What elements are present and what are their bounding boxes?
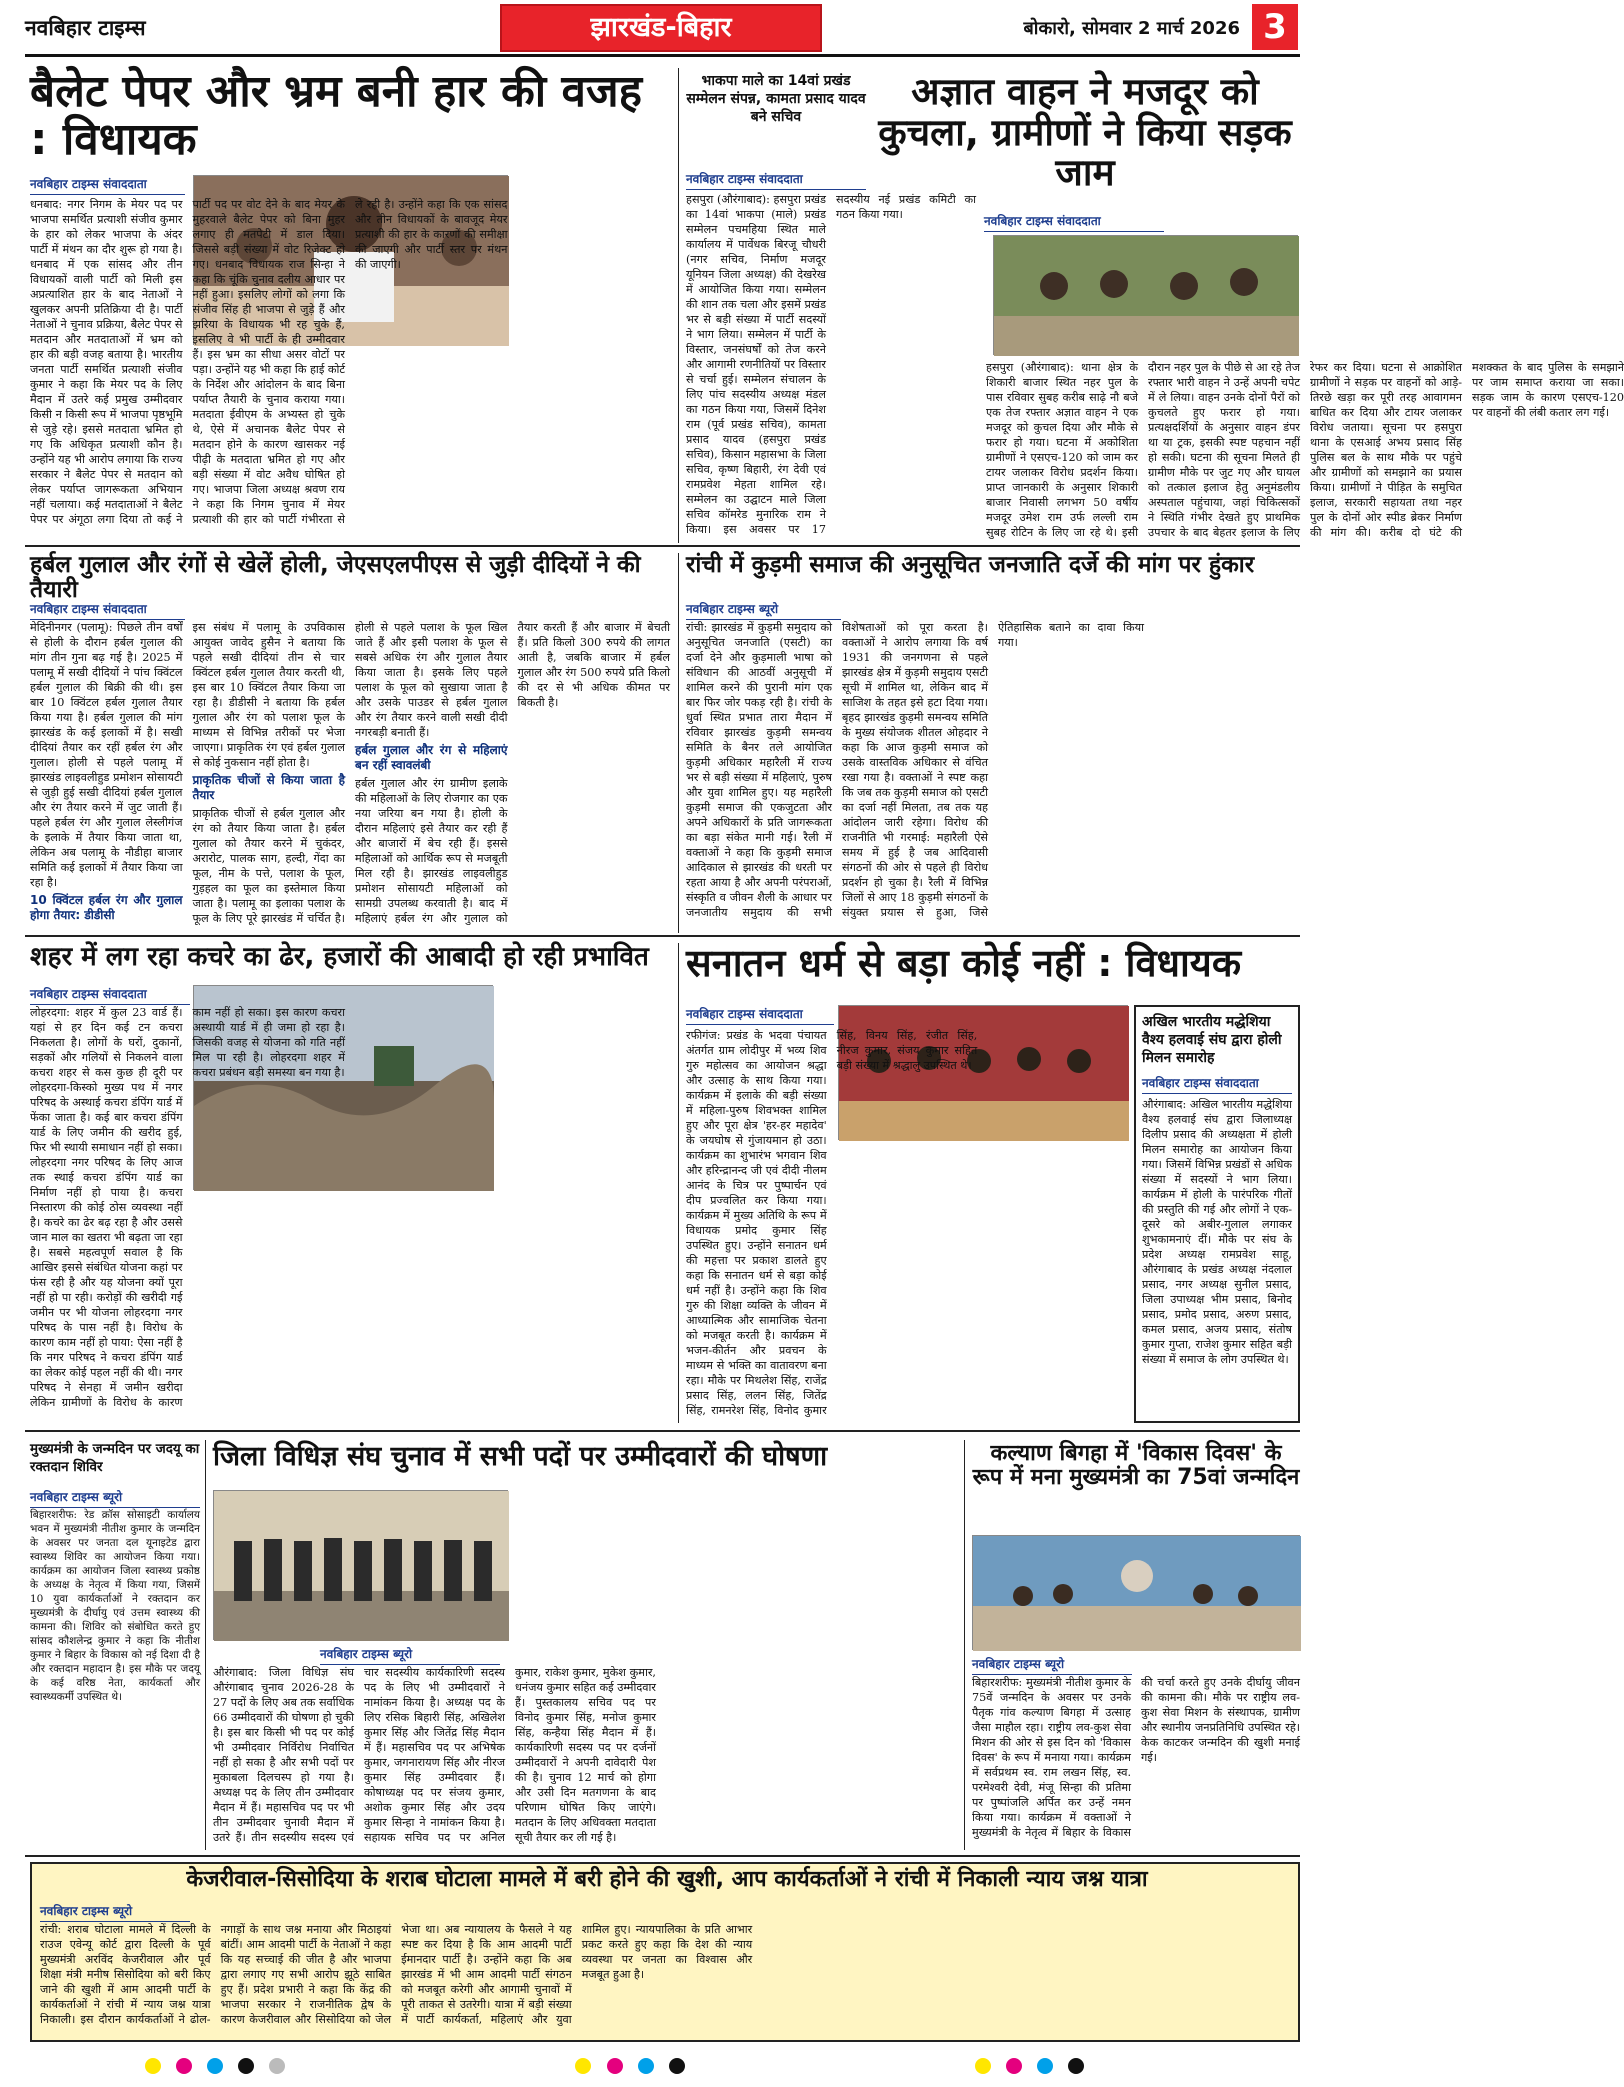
a3-body-spill xyxy=(873,230,979,540)
a12-headline: केजरीवाल-सिसोदिया के शराब घोटाला मामले में बरी होने की खुशी, आप कार्यकर्ताओं ने रांची में निकाली न्याय जश्न यात्रा xyxy=(186,1867,1148,1892)
a2-byline xyxy=(686,170,866,193)
a4-headline: हर्बल गुलाल और रंगों से खेलें होली, जेएसएलपीएस से जुड़ी दीदियों ने की तैयारी xyxy=(30,552,641,604)
section-title: झारखंड-बिहार xyxy=(500,4,822,52)
divider xyxy=(25,935,1300,937)
registration-dot xyxy=(145,2058,161,2074)
registration-marks xyxy=(140,2058,1240,2078)
a5-body: रांची: झारखंड में कुड़मी समुदाय को अनुसूचित जनजाति (एसटी) का दर्जा देने और कुड़माली भाषा को संविधान की आठवीं अनुसूची में शामिल करने की पुरानी मांग एक बार फिर जोर पकड़ रही है। रांची के धुर्वा स्थित प्रभात तारा मैदान में रविवार झारखंड कुड़मी समन्वय समिति के बैनर तले आयोजित कुड़मी अधिकार महारैली में राज्य भर से बड़ी संख्या में महिलाएं, पुरुष और युवा शामिल हुए। यह महारैली कुड़मी समाज की एकजुटता और अपने अधिकारों के प्रति जागरूकता का बड़ा संकेत मानी गई। रैली में वक्ताओं ने कहा कि कुड़मी समाज आदिकाल से झारखंड की धरती पर रहता आया है और अपनी परंपराओं, संस्कृति व जीवन शैली के आधार पर जनजातीय समुदाय की सभी विशेषताओं को पूरा करता है। वक्ताओं ने आरोप लगाया कि वर्ष 1931 की जनगणना से पहले झारखंड क्षेत्र में कुड़मी समुदाय एसटी सूची में शामिल था, लेकिन बाद में साजिश के तहत इसे हटा दिया गया। बृहद झारखंड कुड़मी समन्वय समिति के मुख्य संयोजक शीतल ओहदार ने कहा कि आज कुड़मी समाज को उसके वास्तविक अधिकार से वंचित रखा गया है। वक्ताओं ने स्पष्ट कहा कि जब तक कुड़मी समाज को एसटी का दर्जा नहीं मिलता, तब तक यह आंदोलन जारी रहेगा। विरोध की राजनीति भी गरमाई: महारैली ऐसे समय में हुई है जब आदिवासी संगठनों की ओर से पहले ही विरोध प्रदर्शन हो चुका है। रैली में विभिन्न जिलों से आए 18 कुड़मी संगठनों के संयुक्त प्रयास से हुआ, जिसे ऐतिहासिक बताने का दावा किया गया। xyxy=(686,621,1144,919)
registration-dot xyxy=(207,2058,223,2074)
registration-dot xyxy=(1006,2058,1022,2074)
masthead-name: नवबिहार टाइम्स xyxy=(25,16,146,40)
page-number: 3 xyxy=(1252,4,1298,50)
a4-body-2: इस संबंध में पलामू के उपविकास आयुक्त जावेद हुसैन ने बताया कि पहले सखी दीदियां तीन से चार क्विंटल हर्बल गुलाल तैयार करती थी, इस बार 10 क्विंटल तैयार किया जा रहा है। डीडीसी ने बताया कि हर्बल गुलाल और रंग को पलाश फूल के माध्यम से विभिन्न तरीकों पर भेजा जाएगा। प्राकृतिक रंग एवं हर्बल गुलाल से कोई नुकसान नहीं होता है। xyxy=(192,621,345,769)
a5-headline: रांची में कुड़मी समाज की अनुसूचित जनजाति दर्जे की मांग पर हुंकार xyxy=(686,552,1255,578)
divider xyxy=(678,943,679,1423)
a10-byline-text: नवबिहार टाइम्स ब्यूरो xyxy=(320,1645,500,1665)
a4-byline-text: नवबिहार टाइम्स संवाददाता xyxy=(30,600,185,620)
a2-byline-text: नवबिहार टाइम्स संवाददाता xyxy=(686,170,866,190)
a1-headline: बैलेट पेपर और भ्रम बनी हार की वजह : विधायक xyxy=(30,66,642,166)
a8-headline: अखिल भारतीय मद्धेशिया वैश्य हलवाई संघ द्वारा होली मिलन समारोह xyxy=(1142,1014,1282,1067)
a11-photo-image xyxy=(973,1536,1301,1651)
a11-photo xyxy=(972,1535,1300,1650)
a10-photo xyxy=(213,1490,508,1640)
registration-dot xyxy=(176,2058,192,2074)
registration-dot xyxy=(238,2058,254,2074)
a5-byline-text: नवबिहार टाइम्स ब्यूरो xyxy=(686,600,841,620)
divider xyxy=(678,68,679,543)
a12-body: रांची: शराब घोटाला मामले में दिल्ली के राउज एवेन्यू कोर्ट द्वारा दिल्ली के पूर्व मुख्यमंत्री अरविंद केजरीवाल और पूर्व शिक्षा मंत्री मनीष सिसोदिया को बरी किए जाने की खुशी में आम आदमी पार्टी के कार्यकर्ताओं ने रांची में न्याय जश्न यात्रा निकाली। इस दौरान कार्यकर्ताओं ने ढोल-नगाड़ों के साथ जश्न मनाया और मिठाइयां बांटीं। आम आदमी पार्टी के नेताओं ने कहा कि यह सच्चाई की जीत है और भाजपा द्वारा लगाए गए सभी आरोप झूठे साबित हुए हैं। प्रदेश प्रभारी ने कहा कि केंद्र की भाजपा सरकार ने राजनीतिक द्वेष के कारण केजरीवाल और सिसोदिया को जेल भेजा था। अब न्यायालय के फैसले ने यह स्पष्ट कर दिया है कि आम आदमी पार्टी ईमानदार पार्टी है। उन्होंने कहा कि अब झारखंड में भी आम आदमी पार्टी संगठन को मजबूत करेगी और आगामी चुनावों में पूरी ताकत से उतरेगी। यात्रा में बड़ी संख्या में पार्टी कार्यकर्ता, महिलाएं और युवा शामिल हुए। न्यायपालिका के प्रति आभार प्रकट करते हुए कहा कि देश की न्याय व्यवस्था पर जनता का विश्वास और मजबूत हुआ है। xyxy=(40,1923,753,2026)
a11-byline-text: नवबिहार टाइम्स ब्यूरो xyxy=(972,1655,1132,1675)
registration-dot xyxy=(1068,2058,1084,2074)
divider xyxy=(25,1430,1300,1432)
registration-dot xyxy=(669,2058,685,2074)
a4-body-3: प्राकृतिक चीजों से हर्बल गुलाल और रंग को तैयार किया जाता है। हर्बल गुलाल को तैयार करने में चुकंदर, अरारोट, पालक साग, हल्दी, गेंदा का फूल, नीम के पत्ते, पलाश के फूल, गुड़हल का फूल का इस्तेमाल किया जाता है। पलामू का इलाका पलाश के फूल के लिए पूरे झारखंड में चर्चित है। होली से पहले पलाश के फूल खिल जाते हैं और इसी पलाश के फूल से सबसे अधिक रंग और गुलाल तैयार किया जाता है। इसके लिए पहले पलाश के फूल को सुखाया जाता है और उसके पाउडर से हर्बल गुलाल और रंग तैयार करने वाली सखी दीदी नगरबड़ी बनाती हैं। xyxy=(192,621,508,925)
registration-dot xyxy=(975,2058,991,2074)
a2-body: हसपुरा (औरंगाबाद): हसपुरा प्रखंड का 14वां भाकपा (माले) प्रखंड सम्मेलन पचमहिया स्थित माले कार्यालय में पार्वेधक बिरजू चौधरी (नगर सचिव, निर्माण मजदूर यूनियन जिला अध्यक्ष) की देखरेख में आयोजित किया गया। सम्मेलन की शान तक चला और इसमें प्रखंड भर से बड़ी संख्या में पार्टी सदस्यों ने भाग लिया। सम्मेलन में पार्टी के विस्तार, जनसंघर्षों को तेज करने और आगामी रणनीतियों पर विस्तार से चर्चा हुई। सम्मेलन संचालन के लिए पांच सदस्यीय अध्यक्ष मंडल का गठन किया गया, जिसमें दिनेश राम (पूर्व प्रखंड सचिव), कामता प्रसाद यादव (हसपुरा प्रखंड सचिव), किसान महासभा के जिला सचिव, कृष्ण बिहारी, रंग देवी एवं रामप्रवेश मेहता शामिल रहे। सम्मेलन का उद्घाटन माले जिला सचिव कॉमरेड मुनारिक राम ने किया। इस अवसर पर 17 सदस्यीय नई प्रखंड कमिटी का गठन किया गया। xyxy=(686,193,976,536)
a4-crosshead-2: प्राकृतिक चीजों से किया जाता है तैयार xyxy=(192,773,345,802)
a1-byline-text: नवबिहार टाइम्स संवाददाता xyxy=(30,175,185,195)
a9-body: बिहारशरीफ: रेड क्रॉस सोसाइटी कार्यालय भवन में मुख्यमंत्री नीतीश कुमार के जन्मदिन के अवसर पर जनता दल यूनाइटेड द्वारा स्वास्थ्य शिविर का आयोजन किया गया। कार्यक्रम का आयोजन जिला स्वास्थ्य प्रकोष्ठ के अध्यक्ष के नेतृत्व में किया गया, जिसमें 10 युवा कार्यकर्ताओं ने रक्तदान कर मुख्यमंत्री के दीर्घायु एवं उत्तम स्वास्थ्य की कामना की। शिविर को संबोधित करते हुए सांसद कौशलेन्द्र कुमार ने कहा कि नीतीश कुमार ने बिहार के विकास को नई दिशा दी है और रक्तदान महादान है। इस मौके पर जदयू के कई वरिष्ठ नेता, कार्यकर्ता और स्वास्थ्यकर्मी उपस्थित थे। xyxy=(30,1509,200,1703)
a7-headline: सनातन धर्म से बड़ा कोई नहीं : विधायक xyxy=(686,941,1242,985)
a11-headline: कल्याण बिगहा में 'विकास दिवस' के रूप में मना मुख्यमंत्री का 75वां जन्मदिन xyxy=(972,1441,1300,1491)
divider xyxy=(678,553,679,933)
a12-box xyxy=(30,1862,1300,2042)
a11-body: बिहारशरीफ: मुख्यमंत्री नीतीश कुमार के 75वें जन्मदिन के अवसर पर उनके पैतृक गांव कल्याण बिगहा में उत्साह जैसा माहौल रहा। राष्ट्रीय लव-कुश सेवा मिशन की ओर से इस दिन को 'विकास दिवस' के रूप में मनाया गया। कार्यक्रम में सर्वप्रथम स्व. राम लखन सिंह, स्व. परमेश्वरी देवी, मंजू सिन्हा की प्रतिमा पर पुष्पांजलि अर्पित कर उन्हें नमन किया गया। कार्यक्रम में वक्ताओं ने मुख्यमंत्री के नेतृत्व में बिहार के विकास की चर्चा करते हुए उनके दीर्घायु जीवन की कामना की। मौके पर राष्ट्रीय लव-कुश सेवा मिशन के संस्थापक, ग्रामीण और स्थानीय जनप्रतिनिधि उपस्थित रहे। केक काटकर जन्मदिन की खुशी मनाई गई। xyxy=(972,1676,1300,1839)
a4-body-4: हर्बल गुलाल और रंग ग्रामीण इलाके की महिलाओं के लिए रोजगार का एक नया जरिया बन गया है। होली के दौरान महिलाएं इसे तैयार कर रही हैं और बाजारों में बेच रही हैं। इससे महिलाओं को आर्थिक रूप से मजबूती मिल रही है। झारखंड लाइवलीहुड प्रमोशन सोसायटी महिलाओं को सामग्री उपलब्ध करवाती है। बाद में महिलाएं हर्बल रंग और गुलाल को तैयार करती हैं और बाजार में बेचती हैं। प्रति किलो 300 रुपये की लागत आती है, जबकि बाजार में हर्बल गुलाल और रंग 500 रुपये प्रति किलो की दर से भी अधिक कीमत पर बिकती है। xyxy=(355,621,670,925)
a7-byline xyxy=(686,1005,834,1028)
a12-byline: नवबिहार टाइम्स ब्यूरो xyxy=(40,1902,190,1922)
a6-byline-text: नवबिहार टाइम्स संवाददाता xyxy=(30,985,190,1005)
a9-byline-text: नवबिहार टाइम्स ब्यूरो xyxy=(30,1488,200,1508)
a1-block xyxy=(30,175,670,525)
divider xyxy=(205,1440,206,1850)
a2-headline: भाकपा माले का 14वां प्रखंड सम्मेलन संपन्न, कामता प्रसाद यादव बने सचिव xyxy=(686,73,866,126)
a4-crosshead-1: 10 क्विंटल हर्बल रंग और गुलाल होगा तैयार: डीडीसी xyxy=(30,893,183,922)
a10-headline: जिला विधिज्ञ संघ चुनाव में सभी पदों पर उम्मीदवारों की घोषणा xyxy=(213,1441,828,1472)
a4-columns xyxy=(30,620,670,930)
a1-body: धनबाद: नगर निगम के मेयर पद पर भाजपा समर्थित प्रत्याशी संजीव कुमार के हार को लेकर भाजपा के अंदर पार्टी में मंथन का दौर शुरू हो गया है। धनबाद में एक सांसद और तीन विधायकों वाली पार्टी को मिली इस अप्रत्याशित हार के बाद नेताओं ने खुलकर अपनी प्रतिक्रिया दी है। पार्टी नेताओं ने चुनाव प्रक्रिया, बैलेट पेपर से मतदान और मतदाताओं में भ्रम को हार की बड़ी वजह बताया है। भारतीय जनता पार्टी समर्थित प्रत्याशी संजीव कुमार ने कहा कि मेयर पद के लिए मैदान में उतरे कई प्रमुख उम्मीदवार किसी न किसी रूप में भाजपा पृष्ठभूमि से जुड़े रहे। इससे मतदाता भ्रमित हो गए कि अधिकृत प्रत्याशी कौन है। उन्होंने यह भी आरोप लगाया कि राज्य सरकार ने बैलेट पेपर से मतदान को लेकर पर्याप्त जागरूकता अभियान नहीं चलाया। कई मतदाताओं ने बैलेट पेपर पर अंगूठा लगा दिया तो कई ने पार्टी पद पर वोट देने के बाद मेयर के मुहरवाले बैलेट पेपर को बिना मुहर लगाए ही मतपेटी में डाल दिया। जिससे बड़ी संख्या में वोट रिजेक्ट हो गए। धनबाद विधायक राज सिन्हा ने कहा कि चूंकि चुनाव दलीय आधार पर नहीं हुआ। इसलिए लोगों को लगा कि संजीव सिंह ही भाजपा से जुड़े हैं और झरिया के विधायक भी रह चुके हैं, इसलिए वे भी पार्टी के ही उम्मीदवार हैं। इस भ्रम का सीधा असर वोटों पर पड़ा। उन्होंने यह भी कहा कि हाई कोर्ट के निर्देश और आंदोलन के बाद बिना पर्याप्त तैयारी के चुनाव कराया गया। मतदाता ईवीएम के अभ्यस्त हो चुके थे, ऐसे में अचानक बैलेट पेपर से मतदान होने के कारण खासकर नई पीढ़ी के मतदाता भ्रमित हो गए और बड़ी संख्या में वोट अवैध घोषित हो गए। भाजपा जिला अध्यक्ष श्रवण राय ने कहा कि निगम चुनाव में मेयर प्रत्याशी की हार को पार्टी गंभीरता से ले रही है। उन्होंने कहा कि एक सांसद और तीन विधायकों के बावजूद मेयर प्रत्याशी की हार के कारणों की समीक्षा की जाएगी और पार्टी स्तर पर मंथन की जाएगी। xyxy=(30,198,508,526)
a3-photo xyxy=(993,235,1298,355)
a6-headline: शहर में लग रहा कचरे का ढेर, हजारों की आबादी हो रही प्रभावित xyxy=(30,942,649,972)
a3-headline: अज्ञात वाहन ने मजदूर को कुचला, ग्रामीणों ने किया सड़क जाम xyxy=(878,70,1292,195)
a3-body: हसपुरा (औरंगाबाद): थाना क्षेत्र के शिकारी बाजार स्थित नहर पुल के पास रविवार सुबह करीब साढ़े नौ बजे एक तेज रफ्तार अज्ञात वाहन ने एक मजदूर को कुचल दिया और मौके से फरार हो गया। घटना में अकोशिता ग्रामीणों ने एसएच-120 को जाम कर टायर जलाकर विरोध प्रदर्शन किया। प्राप्त जानकारी के अनुसार शिकारी बाजार निवासी लगभग 50 वर्षीय मजदूर उमेश राम उर्फ लल्ली राम सुबह रोटिन के लिए जा रहे थे। इसी दौरान नहर पुल के पीछे से आ रहे तेज रफ्तार भारी वाहन ने उन्हें अपनी चपेट में ले लिया। वाहन उनके दोनों पैरों को कुचलते हुए फरार हो गया। प्रत्यक्षदर्शियों के अनुसार वाहन डंपर था या ट्रक, इसकी स्पष्ट पहचान नहीं हो सकी। घटना की सूचना मिलते ही ग्रामीण मौके पर जुट गए और घायल को तत्काल इलाज हेतु अनुमंडलीय अस्पताल पहुंचाया, जहां चिकित्सकों ने स्थिति गंभीर देखते हुए प्राथमिक उपचार के बाद बेहतर इलाज के लिए रेफर कर दिया। घटना से आक्रोशित ग्रामीणों ने सड़क पर वाहनों को आड़े-तिरछे खड़ा कर पूरी तरह आवागमन बाधित कर दिया और टायर जलाकर विरोध जताया। सूचना पर हसपुरा थाना के एसआई अभय प्रसाद सिंह पुलिस बल के साथ मौके पर पहुंचे और ग्रामीणों को समझाने का प्रयास किया। ग्रामीणों ने पीड़ित के समुचित इलाज, सरकारी सहायता तथा नहर पुल के दोनों ओर स्पीड ब्रेकर निर्माण की मांग की। करीब दो घंटे की मशक्कत के बाद पुलिस के समझाने पर जाम समाप्त कराया जा सका। सड़क जाम के कारण एसएच-120 पर वाहनों की लंबी कतार लग गई। xyxy=(986,361,1624,539)
divider xyxy=(964,1440,965,1850)
registration-dot xyxy=(607,2058,623,2074)
registration-dot xyxy=(269,2058,285,2074)
a3-photo-image xyxy=(994,236,1299,356)
divider xyxy=(25,1855,1300,1857)
a6-body: लोहरदगा: शहर में कुल 23 वार्ड हैं। यहां से हर दिन कई टन कचरा निकलता है। लोगों के घरों, दुकानों, सड़कों और गलियों से निकलने वाला कचरा शहर से कस कुछ ही दूरी पर लोहरदगा-किस्को मुख्य पथ में नगर परिषद के अस्थाई कचरा डंपिंग यार्ड में फेंका जाता है। कई बार कचरा डंपिंग यार्ड के लिए जमीन की खरीद हुई, फिर भी स्थायी समाधान नहीं हो सका। लोहरदगा नगर परिषद के लिए आज तक स्थाई कचरा डंपिंग यार्ड का निर्माण नहीं हो पाया है। कचरा निस्तारण की कोई ठोस व्यवस्था नहीं है। कचरे का ढेर बढ़ रहा है और उससे जान माल का खतरा भी बढ़ता जा रहा है। सबसे महत्वपूर्ण सवाल है कि आखिर इससे संबंधित योजना कहां पर फंस रही है और यह योजना क्यों पूरा नहीं हो पा रही। करोड़ों की खरीदी गई जमीन पर भी योजना लोहरदगा नगर परिषद के पास नहीं है। विरोध के कारण काम नहीं हो पाया: ऐसा नहीं है कि नगर परिषद ने कचरा डंपिंग यार्ड का लेकर कोई पहल नहीं की थी। नगर परिषद ने सेनहा में जमीन खरीदा लेकिन ग्रामीणों के विरोध के कारण काम नहीं हो सका। इस कारण कचरा अस्थायी यार्ड में ही जमा हो रहा है। जिसकी वजह से योजना को गति नहीं मिल पा रही है। लोहरदगा शहर में कचरा प्रबंधन बड़ी समस्या बन गया है। xyxy=(30,1006,345,1409)
dateline: बोकारो, सोमवार 2 मार्च 2026 xyxy=(1023,18,1240,39)
a4-crosshead-3: हर्बल गुलाल और रंग से महिलाएं बन रहीं स्वावलंबी xyxy=(355,743,508,772)
a1-byline xyxy=(30,175,185,195)
a10-photo-image xyxy=(214,1491,509,1641)
a9-headline: मुख्यमंत्री के जन्मदिन पर जदयू का रक्तदान शिविर xyxy=(30,1441,200,1476)
a10-body: औरंगाबाद: जिला विधिज्ञ संघ औरंगाबाद चुनाव 2026-28 के 27 पदों के लिए अब तक सर्वाधिक 66 उम्मीदवारों की घोषणा हो चुकी है। इस बार किसी भी पद पर कोई भी उम्मीदवार निर्विरोध निर्वाचित नहीं हो सका है और सभी पदों पर मुकाबला दिलचस्प हो गया है। अध्यक्ष पद के लिए तीन उम्मीदवार मैदान में हैं। महासचिव पद पर भी तीन उम्मीदवार चुनावी मैदान में उतरे हैं। तीन सदस्यीय सदस्य एवं चार सदस्यीय कार्यकारिणी सदस्य पद के लिए भी उम्मीदवारों ने नामांकन किया है। अध्यक्ष पद के लिए रसिक बिहारी सिंह, अखिलेश कुमार सिंह और जितेंद्र सिंह मैदान में हैं। महासचिव पद पर अभिषेक कुमार, जगनारायण सिंह और नीरज कुमार सिंह उम्मीदवार हैं। कोषाध्यक्ष पद पर संजय कुमार, अशोक कुमार सिंह और उदय कुमार सिन्हा ने नामांकन किया है। सहायक सचिव पद पर अनिल कुमार, राकेश कुमार, मुकेश कुमार, धनंजय कुमार सहित कई उम्मीदवार हैं। पुस्तकालय सचिव पद पर विनोद कुमार सिंह, मनोज कुमार सिंह, कन्हैया सिंह मैदान में हैं। कार्यकारिणी सदस्य पद पर दर्जनों उम्मीदवारों ने अपनी दावेदारी पेश की है। चुनाव 12 मार्च को होगा और उसी दिन मतगणना के बाद परिणाम घोषित किए जाएंगे। मतदान के लिए अधिवक्ता मतदाता सूची तैयार कर ली गई है। xyxy=(213,1666,656,1844)
a8-box xyxy=(1134,1005,1300,1423)
divider xyxy=(25,545,1300,547)
registration-dot xyxy=(638,2058,654,2074)
a7-body: रफीगंज: प्रखंड के भदवा पंचायत अंतर्गत ग्राम लोदीपुर में भव्य शिव गुरु महोत्सव का आयोजन श्रद्धा और उत्साह के साथ किया गया। कार्यक्रम में इलाके की बड़ी संख्या में महिला-पुरुष शिवभक्त शामिल हुए और पूरा क्षेत्र 'हर-हर महादेव' के जयघोष से गुंजायमान हो उठा। कार्यक्रम का शुभारंभ भगवान शिव और हरिन्द्रानन्द जी एवं दीदी नीलम आनंद के चित्र पर पुष्पार्चन एवं दीप प्रज्वलित कर किया गया। कार्यक्रम में मुख्य अतिथि के रूप में विधायक प्रमोद कुमार सिंह उपस्थित हुए। उन्होंने सनातन धर्म की महत्ता पर प्रकाश डालते हुए कहा कि सनातन धर्म से बड़ा कोई धर्म नहीं है। उन्होंने कहा कि शिव गुरु की शिक्षा व्यक्ति के जीवन में आध्यात्मिक और सामाजिक चेतना को मजबूत करती है। कार्यक्रम में भजन-कीर्तन और प्रवचन के माध्यम से भक्ति का वातावरण बना रहा। मौके पर मिथलेश सिंह, राजेंद्र प्रसाद सिंह, ललन सिंह, जितेंद्र सिंह, रामनरेश सिंह, विनोद कुमार सिंह, विनय सिंह, रंजीत सिंह, नीरज कुमार, संजय कुमार सहित बड़ी संख्या में श्रद्धालु उपस्थित थे। xyxy=(686,1029,978,1417)
a7-byline-text: नवबिहार टाइम्स संवाददाता xyxy=(686,1005,834,1025)
registration-dot xyxy=(575,2058,591,2074)
masthead-rule xyxy=(25,54,1300,57)
a3-byline-text: नवबिहार टाइम्स संवाददाता xyxy=(984,212,1164,232)
a3-byline xyxy=(984,212,1164,235)
a8-body: औरंगाबाद: अखिल भारतीय मद्धेशिया वैश्य हलवाई संघ द्वारा जिलाध्यक्ष दिलीप प्रसाद की अध्यक्षता में होली मिलन समारोह का आयोजन किया गया। जिसमें विभिन्न प्रखंडों से अधिक संख्या में सदस्यों ने भाग लिया। कार्यक्रम में होली के पारंपरिक गीतों की प्रस्तुति की गई और लोगों ने एक-दूसरे को अबीर-गुलाल लगाकर शुभकामनाएं दीं। मौके पर संघ के प्रदेश अध्यक्ष रामप्रवेश साहू, औरंगाबाद के प्रखंड अध्यक्ष नंदलाल प्रसाद, नगर अध्यक्ष सुनील प्रसाद, जिला उपाध्यक्ष भीम प्रसाद, बिनोद प्रसाद, प्रमोद प्रसाद, अरुण प्रसाद, कमल प्रसाद, अजय प्रसाद, संतोष कुमार गुप्ता, राजेश कुमार सहित बड़ी संख्या में समाज के लोग उपस्थित थे। xyxy=(1142,1097,1292,1366)
a8-byline: नवबिहार टाइम्स संवाददाता xyxy=(1142,1074,1292,1094)
registration-dot xyxy=(1037,2058,1053,2074)
a4-body: मेदिनीनगर (पलामू): पिछले तीन वर्षों से होली के दौरान हर्बल गुलाल की मांग तीन गुना बढ़ गई है। 2025 में पलामू में सखी दीदियों ने पांच क्विंटल हर्बल गुलाल की बिक्री की थी। इस बार 10 क्विंटल हर्बल गुलाल तैयार किया गया है। हर्बल गुलाल की मांग झारखंड के कई इलाकों में है। सखी दीदियां तैयार कर रहीं हर्बल रंग और गुलाल। होली से पहले पलामू में झारखंड लाइवलीहुड प्रमोशन सोसायटी से जुड़ी हुई सखी दीदियां हर्बल गुलाल और रंग तैयार करने में जुट जाती हैं। पहले हर्बल रंग और गुलाल लेस्लीगंज के इलाके में तैयार किया जाता था, लेकिन अब पलामू के नौडीहा बाजार समिति कई इलाकों में तैयार किया जा रहा है। xyxy=(30,621,183,889)
